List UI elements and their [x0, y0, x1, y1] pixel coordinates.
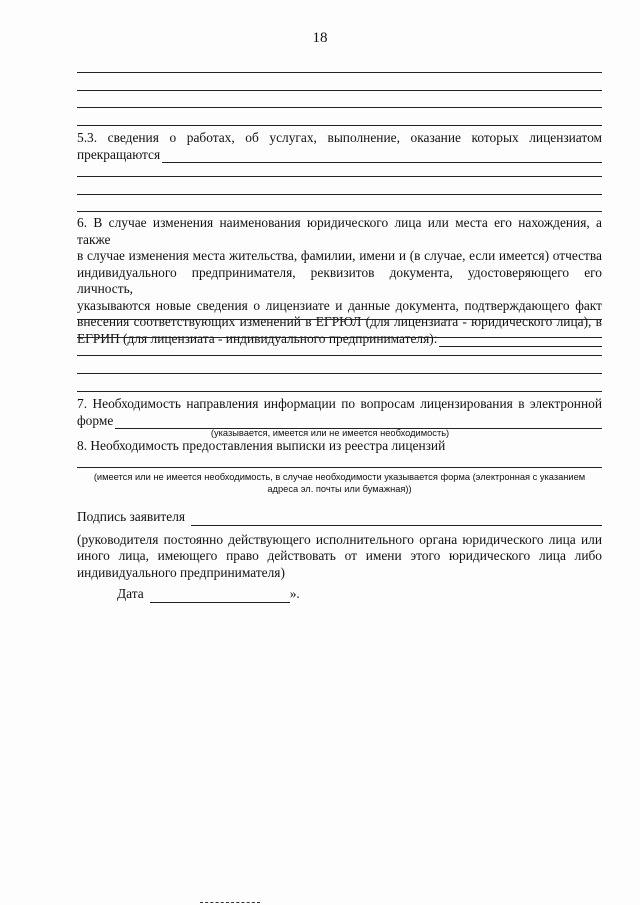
blank-line [77, 319, 602, 320]
blank-line [77, 72, 602, 73]
blank-line [77, 391, 602, 392]
blank-line [77, 373, 602, 374]
page-number: 18 [312, 30, 328, 46]
section-6-line: внесения соответствующих изменений в ЕГРЮЛ (для лицензиата - юридического лица), в [77, 314, 602, 329]
section-5-3-continuation: прекращаются [77, 146, 161, 162]
blank-line [77, 337, 602, 338]
blank-line [77, 125, 602, 126]
blank-line [77, 90, 602, 91]
date-block [117, 586, 417, 603]
section-5-3 [77, 130, 602, 163]
signature-label: Подпись заявителя [77, 509, 186, 524]
section-8-hint [77, 471, 602, 495]
date-input-line[interactable] [150, 590, 290, 603]
section-8-hint-line: (имеется или не имеется необходимость, в случае необходимости указывается форма (электронная с указанием [93, 472, 586, 482]
section-8-input-line[interactable] [77, 467, 602, 468]
section-6-line: в случае изменения места жительства, фамилии, имени и (в случае, если имеется) отчества [77, 248, 602, 263]
scan-artifact [200, 902, 260, 903]
signature-note-line: иного лица, имеющего право действовать от имени этого юридического лица либо [77, 548, 602, 563]
section-6-line: 6. В случае изменения наименования юридического лица или места его нахождения, а также [77, 215, 602, 247]
blank-line [77, 194, 602, 195]
section-5-3-input-line[interactable] [162, 150, 602, 163]
date-row [117, 586, 417, 603]
section-6-line: индивидуального предпринимателя, реквизитов документа, удостоверяющего его личность, [77, 264, 602, 296]
section-5-3-fill-row [77, 147, 602, 164]
blank-line [77, 355, 602, 356]
blank-line [77, 211, 602, 212]
blank-line [77, 176, 602, 177]
blank-line [77, 107, 602, 108]
section-6 [77, 215, 602, 347]
signature-note-line: индивидуального предпринимателя) [77, 564, 285, 580]
section-7-text: 7. Необходимость направления информации по вопросам лицензирования в электронной [77, 396, 602, 411]
section-7-hint: (указывается, имеется или не имеется необходимость) [210, 428, 450, 438]
section-6-fill-row [77, 331, 602, 348]
signature-note-line: (руководителя постоянно действующего исполнительного органа юридического лица или [77, 531, 602, 547]
section-7 [77, 396, 602, 429]
section-8-text: 8. Необходимость предоставления выписки из реестра лицензий [77, 438, 446, 453]
signature-input-line[interactable] [191, 513, 602, 526]
section-6-last-line: ЕГРИП (для лицензиата - индивидуального предпринимателя): [77, 330, 438, 346]
date-suffix: ». [289, 586, 300, 601]
date-label: Дата [117, 586, 144, 601]
signature-row [77, 509, 602, 526]
section-6-line: указываются новые сведения о лицензиате и данные документа, подтверждающего факт [77, 297, 602, 313]
section-6-input-line[interactable] [439, 334, 602, 347]
signature-block [77, 509, 602, 581]
section-5-3-text: 5.3. сведения о работах, об услугах, выполнение, оказание которых лицензиатом [77, 130, 602, 145]
section-8-hint-line: адреса эл. почты или бумажная)) [267, 484, 412, 494]
section-7-continuation: форме [77, 412, 114, 428]
